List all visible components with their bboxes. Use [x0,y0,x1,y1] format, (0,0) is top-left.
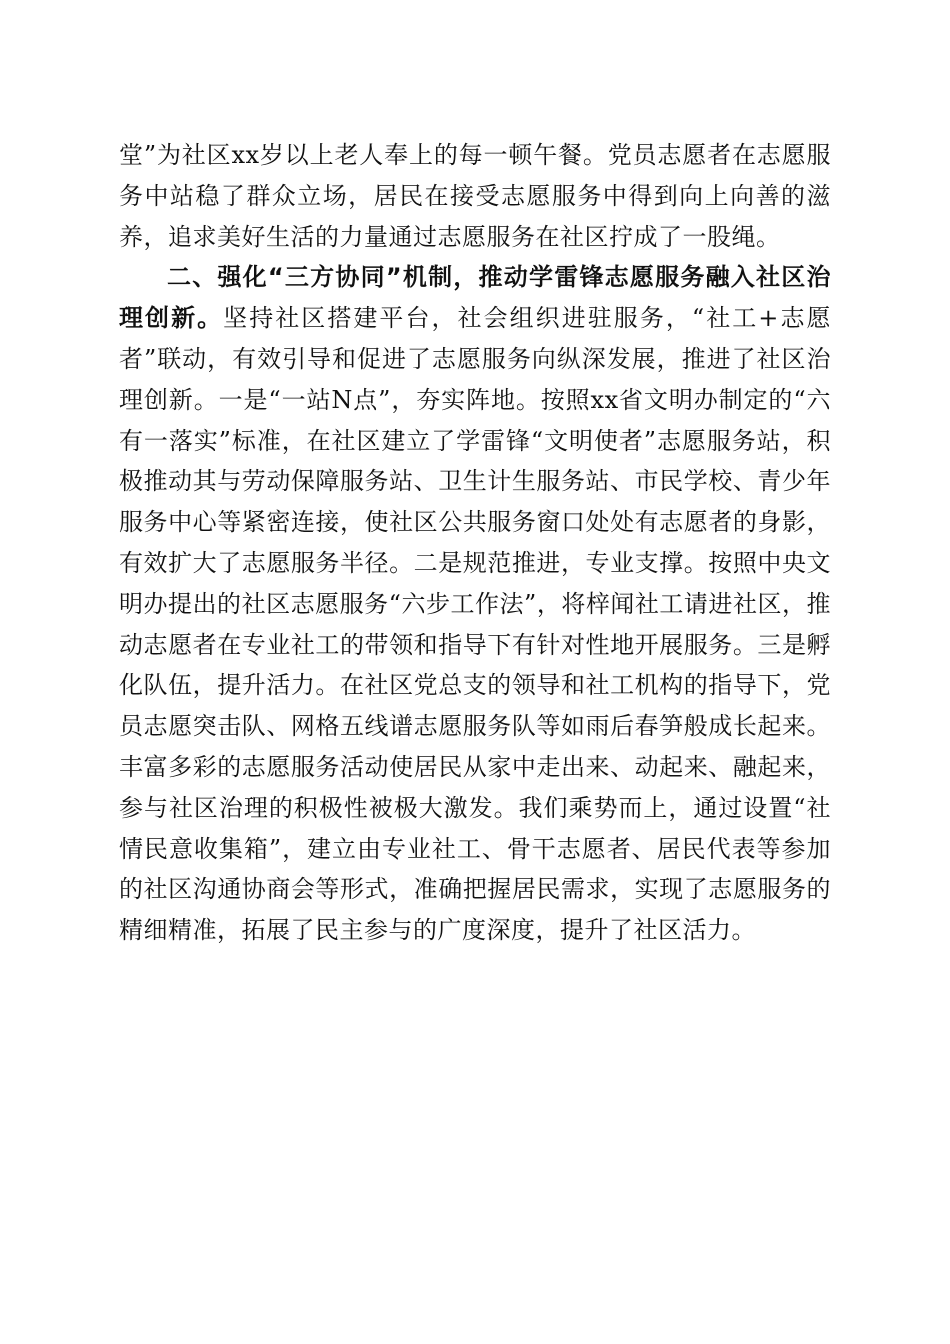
section-two-heading: 二、强化“三方协同”机制，推动学雷锋志愿服务融入社区治理创新。 [119,263,831,333]
paragraph-continuation [119,135,831,257]
paragraph-1-text: 堂”为社区xx岁以上老人奉上的每一顿午餐。党员志愿者在志愿服务中站稳了群众立场，居民在接受志愿服务中得到向上向善的滋养，追求美好生活的力量通过志愿服务在社区拧成了一股绳。 [119,141,831,251]
document-body [119,135,831,951]
paragraph-section-two [119,257,831,951]
section-two-body: 坚持社区搭建平台，社会组织进驻服务，“社工+志愿者”联动，有效引导和促进了志愿服务向纵深发展，推进了社区治理创新。一是“一站N点”，夯实阵地。按照xx省文明办制定的“六有一落实”标准，在社区建立了学雷锋“文明使者”志愿服务站，积极推动其与劳动保障服务站、卫生计生服务站、市民学校、青少年服务中心等紧密连接，使社区公共服务窗口处处有志愿者的身影，有效扩大了志愿服务半径。二是规范推进，专业支撑。按照中央文明办提出的社区志愿服务“六步工作法”，将梓闻社工请进社区，推动志愿者在专业社工的带领和指导下有针对性地开展服务。三是孵化队伍，提升活力。在社区党总支的领导和社工机构的指导下，党员志愿突击队、网格五线谱志愿服务队等如雨后春笋般成长起来。丰富多彩的志愿服务活动使居民从家中走出来、动起来、融起来，参与社区治理的积极性被极大激发。我们乘势而上，通过设置“社情民意收集箱”，建立由专业社工、骨干志愿者、居民代表等参加的社区沟通协商会等形式，准确把握居民需求，实现了志愿服务的精细精准，拓展了民主参与的广度深度，提升了社区活力。 [119,304,831,945]
